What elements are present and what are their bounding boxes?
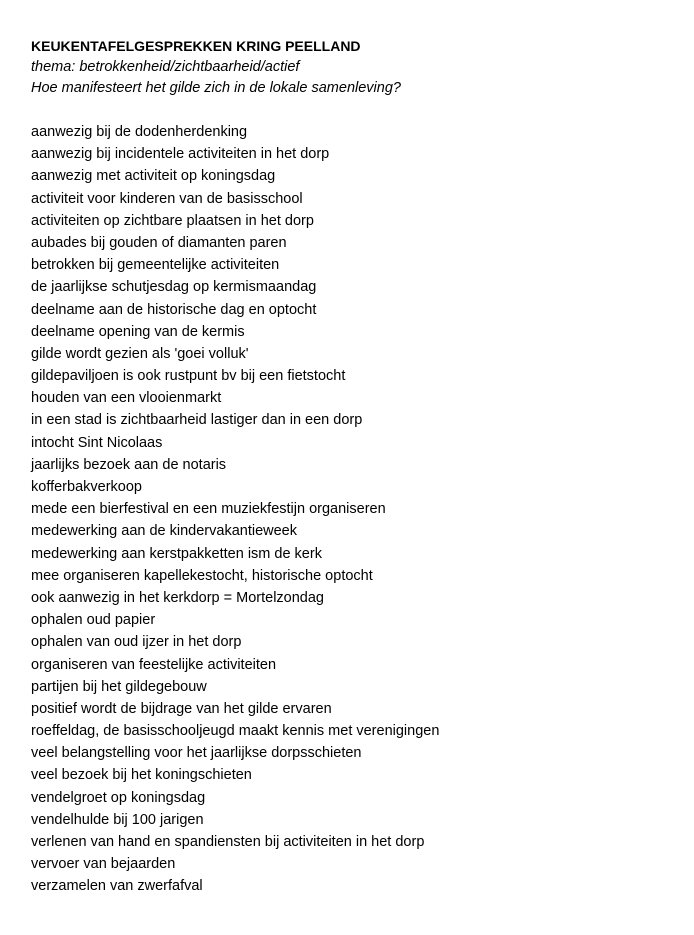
- list-item: veel bezoek bij het koningschieten: [31, 767, 252, 784]
- list-item: aanwezig bij incidentele activiteiten in het dorp: [31, 146, 330, 163]
- list-item: verzamelen van zwerfafval: [31, 878, 203, 895]
- list-item: aanwezig bij de dodenherdenking: [31, 124, 248, 140]
- list-item: de jaarlijkse schutjesdag op kermismaandag: [31, 279, 317, 296]
- list-item: ook aanwezig in het kerkdorp = Mortelzondag: [31, 589, 324, 606]
- list-item: positief wordt de bijdrage van het gilde ervaren: [31, 700, 332, 717]
- list-item: betrokken bij gemeentelijke activiteiten: [31, 257, 280, 274]
- list-item: vendelhulde bij 100 jarigen: [31, 811, 204, 828]
- list-item: organiseren van feestelijke activiteiten: [31, 656, 277, 673]
- activity-list: [31, 121, 671, 898]
- list-item: aubades bij gouden of diamanten paren: [31, 234, 287, 251]
- list-item: in een stad is zichtbaarheid lastiger dan in een dorp: [31, 412, 363, 429]
- list-item: vervoer van bejaarden: [31, 856, 176, 873]
- document-page: [31, 36, 671, 898]
- list-item: verlenen van hand en spandiensten bij activiteiten in het dorp: [31, 834, 425, 850]
- list-item: gilde wordt gezien als 'goei volluk': [31, 345, 249, 362]
- document-title: KEUKENTAFELGESPREKKEN KRING PEELLAND: [31, 38, 361, 54]
- list-item: roeffeldag, de basisschooljeugd maakt kennis met verenigingen: [31, 723, 440, 740]
- list-item: veel belangstelling voor het jaarlijkse dorpsschieten: [31, 745, 362, 762]
- list-item: ophalen oud papier: [31, 612, 156, 629]
- list-item: kofferbakverkoop: [31, 479, 142, 495]
- document-question: Hoe manifesteert het gilde zich in de lokale samenleving?: [31, 80, 401, 96]
- document-theme: thema: betrokkenheid/zichtbaarheid/actief: [31, 59, 300, 75]
- list-item: aanwezig met activiteit op koningsdag: [31, 168, 276, 185]
- list-item: mee organiseren kapellekestocht, historische optocht: [31, 567, 373, 584]
- list-item: jaarlijks bezoek aan de notaris: [31, 456, 227, 473]
- list-item: activiteiten op zichtbare plaatsen in het dorp: [31, 212, 314, 229]
- list-item: vendelgroet op koningsdag: [31, 789, 206, 806]
- list-item: partijen bij het gildegebouw: [31, 678, 207, 695]
- list-item: ophalen van oud ijzer in het dorp: [31, 634, 242, 651]
- list-item: intocht Sint Nicolaas: [31, 434, 163, 451]
- list-item: gildepaviljoen is ook rustpunt bv bij een fietstocht: [31, 368, 346, 385]
- list-item: medewerking aan kerstpakketten ism de kerk: [31, 545, 322, 562]
- list-item: activiteit voor kinderen van de basisschool: [31, 190, 303, 207]
- list-item: deelname aan de historische dag en optocht: [31, 301, 317, 318]
- list-item: houden van een vlooienmarkt: [31, 390, 222, 407]
- list-item: mede een bierfestival en een muziekfestijn organiseren: [31, 501, 386, 518]
- list-item: deelname opening van de kermis: [31, 323, 245, 340]
- list-item: medewerking aan de kindervakantieweek: [31, 523, 297, 540]
